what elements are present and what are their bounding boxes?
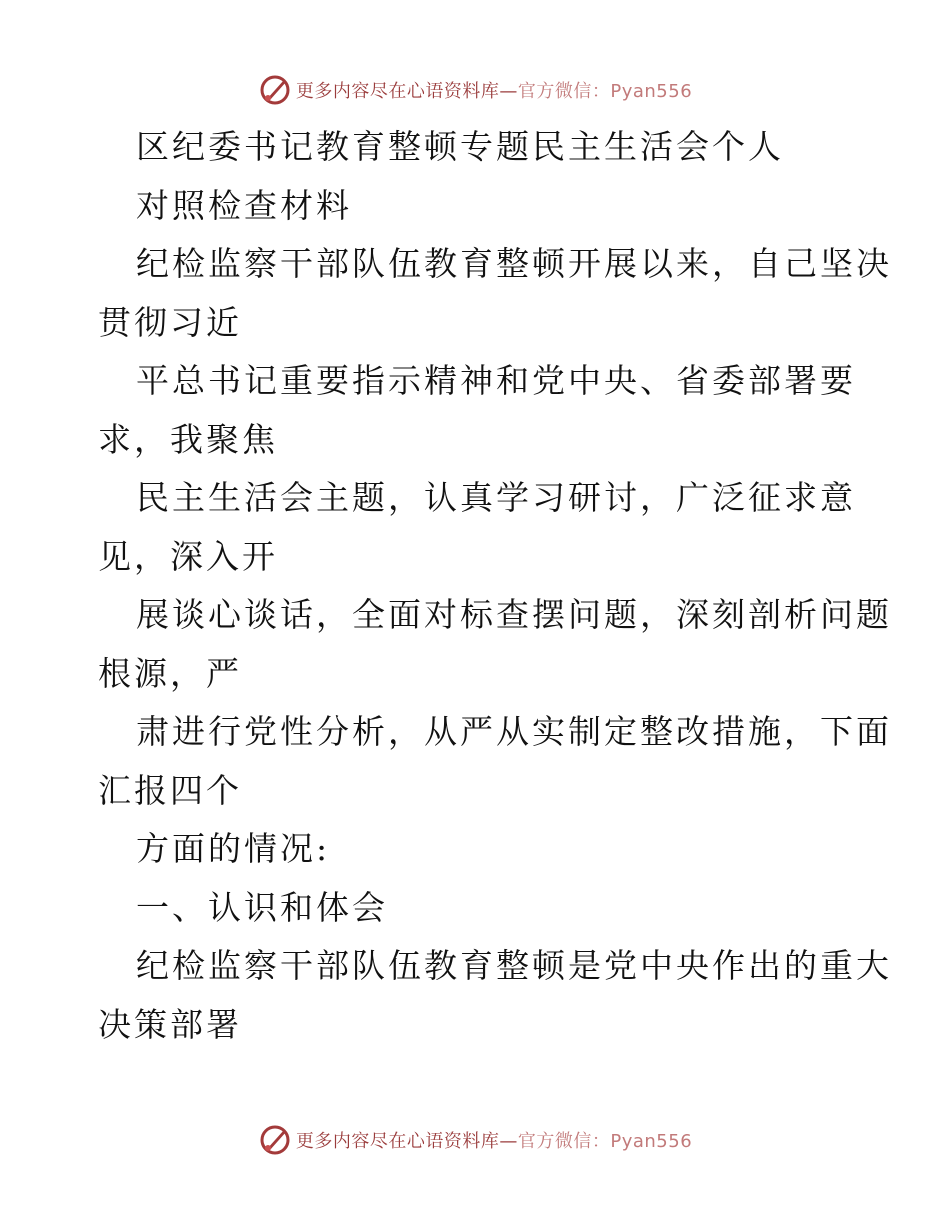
watermark-banner-bottom (0, 1120, 950, 1160)
watermark-banner-top (0, 70, 950, 110)
text-line: 见，深入开 (98, 536, 278, 576)
brush-logo-icon (258, 1123, 292, 1157)
text-line: 纪检监察干部队伍教育整顿是党中央作出的重大 (136, 946, 892, 985)
text-line: 求，我聚焦 (98, 419, 278, 459)
text-line: 方面的情况: (136, 829, 331, 868)
watermark-text: 更多内容尽在心语资料库—官方微信：Pyan556 (295, 81, 693, 102)
text-line: 平总书记重要指示精神和党中央、省委部署要 (136, 361, 856, 400)
watermark-text: 更多内容尽在心语资料库—官方微信：Pyan556 (295, 1131, 693, 1152)
document-body (98, 118, 892, 1054)
text-line: 根源，严 (98, 653, 242, 693)
text-line: 贯彻习近 (98, 302, 242, 342)
brush-logo-icon (258, 73, 292, 107)
text-line: 肃进行党性分析，从严从实制定整改措施，下面 (136, 712, 892, 751)
text-line: 民主生活会主题，认真学习研讨，广泛征求意 (136, 478, 856, 517)
text-line: 一、认识和体会 (136, 887, 388, 927)
text-line: 汇报四个 (98, 770, 242, 810)
text-line: 区纪委书记教育整顿专题民主生活会个人 (136, 127, 784, 166)
text-line: 决策部署 (98, 1004, 242, 1044)
text-line: 展谈心谈话，全面对标查摆问题，深刻剖析问题 (136, 595, 892, 634)
text-line: 对照检查材料 (136, 185, 352, 225)
text-line: 纪检监察干部队伍教育整顿开展以来，自己坚决 (136, 244, 892, 283)
